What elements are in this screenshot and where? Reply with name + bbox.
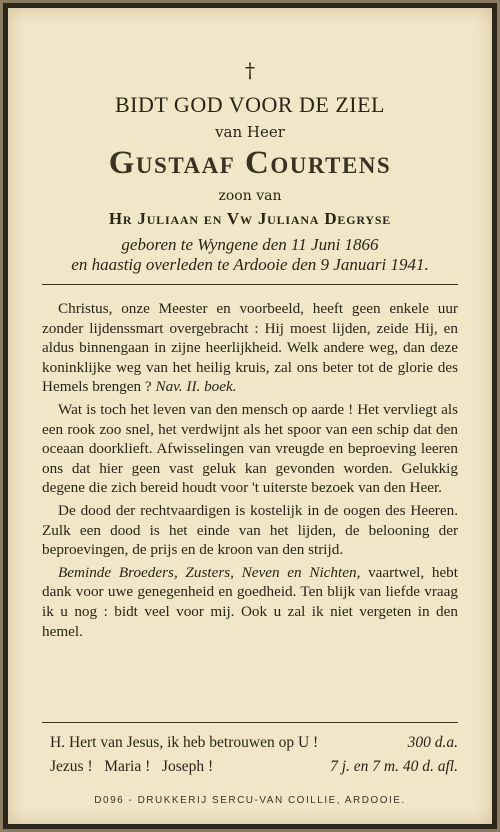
paragraph: De dood der rechtvaardigen is kostelijk in de oogen des Heeren. Zulk een dood is het einde van het lijden, de belooning der beproevingen, de prijs en de kroon van den strijd. [42,501,458,559]
prayer-text: H. Hert van Jesus, ik heb betrouwen op U ! [50,734,319,751]
divider-bottom [42,722,458,723]
death-line: en haastig overleden te Ardooie den 9 Januari 1941. [71,255,429,274]
farewell-address: Beminde Broeders, Zusters, Neven en Nichten, [58,563,361,581]
prayer-heading: BIDT GOD VOOR DE ZIEL [115,92,385,117]
prayer-line-1 [50,734,458,752]
paragraph [42,563,458,641]
birth-line: geboren te Wyngene den 11 Juni 1866 [121,235,379,254]
deceased-name: Gustaaf Courtens [108,145,392,181]
paragraph [42,299,458,397]
paragraph-text: vaartwel, hebt dank voor uwe genegenheid en goedheid. Ten blijk van liefde vraag ik u nog : bidt veel voor mij. Ook u zal ik niet vergeten in den hemel. [42,563,458,640]
parents-names: Hr Juliaan en Vw Juliana Degryse [108,209,392,228]
cross-icon: † [245,58,255,82]
indulgence: 300 d.a. [407,734,458,751]
title-van-heer: van Heer [215,123,285,141]
paragraph: Wat is toch het leven van den mensch op aarde ! Het vervliegt als een rook zoo snel, het verdwijnt als het spoor van een schip dat den oceaan doorklieft. Afwisselingen van vreugde en beproeving leeren ons dat hier geen vast geluk kan gevonden worden. Gelukkig degene die zich bereid houdt voor 't uiterste bezoek van den Heer. [42,400,458,497]
scripture-reference: Nav. II. boek. [155,378,237,396]
zoon-van: zoon van [218,188,282,204]
prayer-text: Jezus ! Maria ! Joseph ! [50,758,214,775]
divider-top [42,284,458,285]
prayer-line-2 [50,758,458,776]
memorial-card [8,8,492,824]
printer-imprint: D096 - DRUKKERIJ SERCU-VAN COILLIE, ARDOOIE. [94,795,406,806]
indulgence: 7 j. en 7 m. 40 d. afl. [330,758,458,775]
paragraph-text: Christus, onze Meester en voorbeeld, heeft geen enkele uur zonder lijdenssmart overgebracht : Hij moest lijden, zeide Hij, en aldus binnengaan in zijne heerlijkheid. Welk andere weg, dan deze koninklijke weg van het heilig kruis, zal ons beter tot de glorie des Hemels brengen ? [42,300,458,396]
memorial-text [42,299,458,644]
